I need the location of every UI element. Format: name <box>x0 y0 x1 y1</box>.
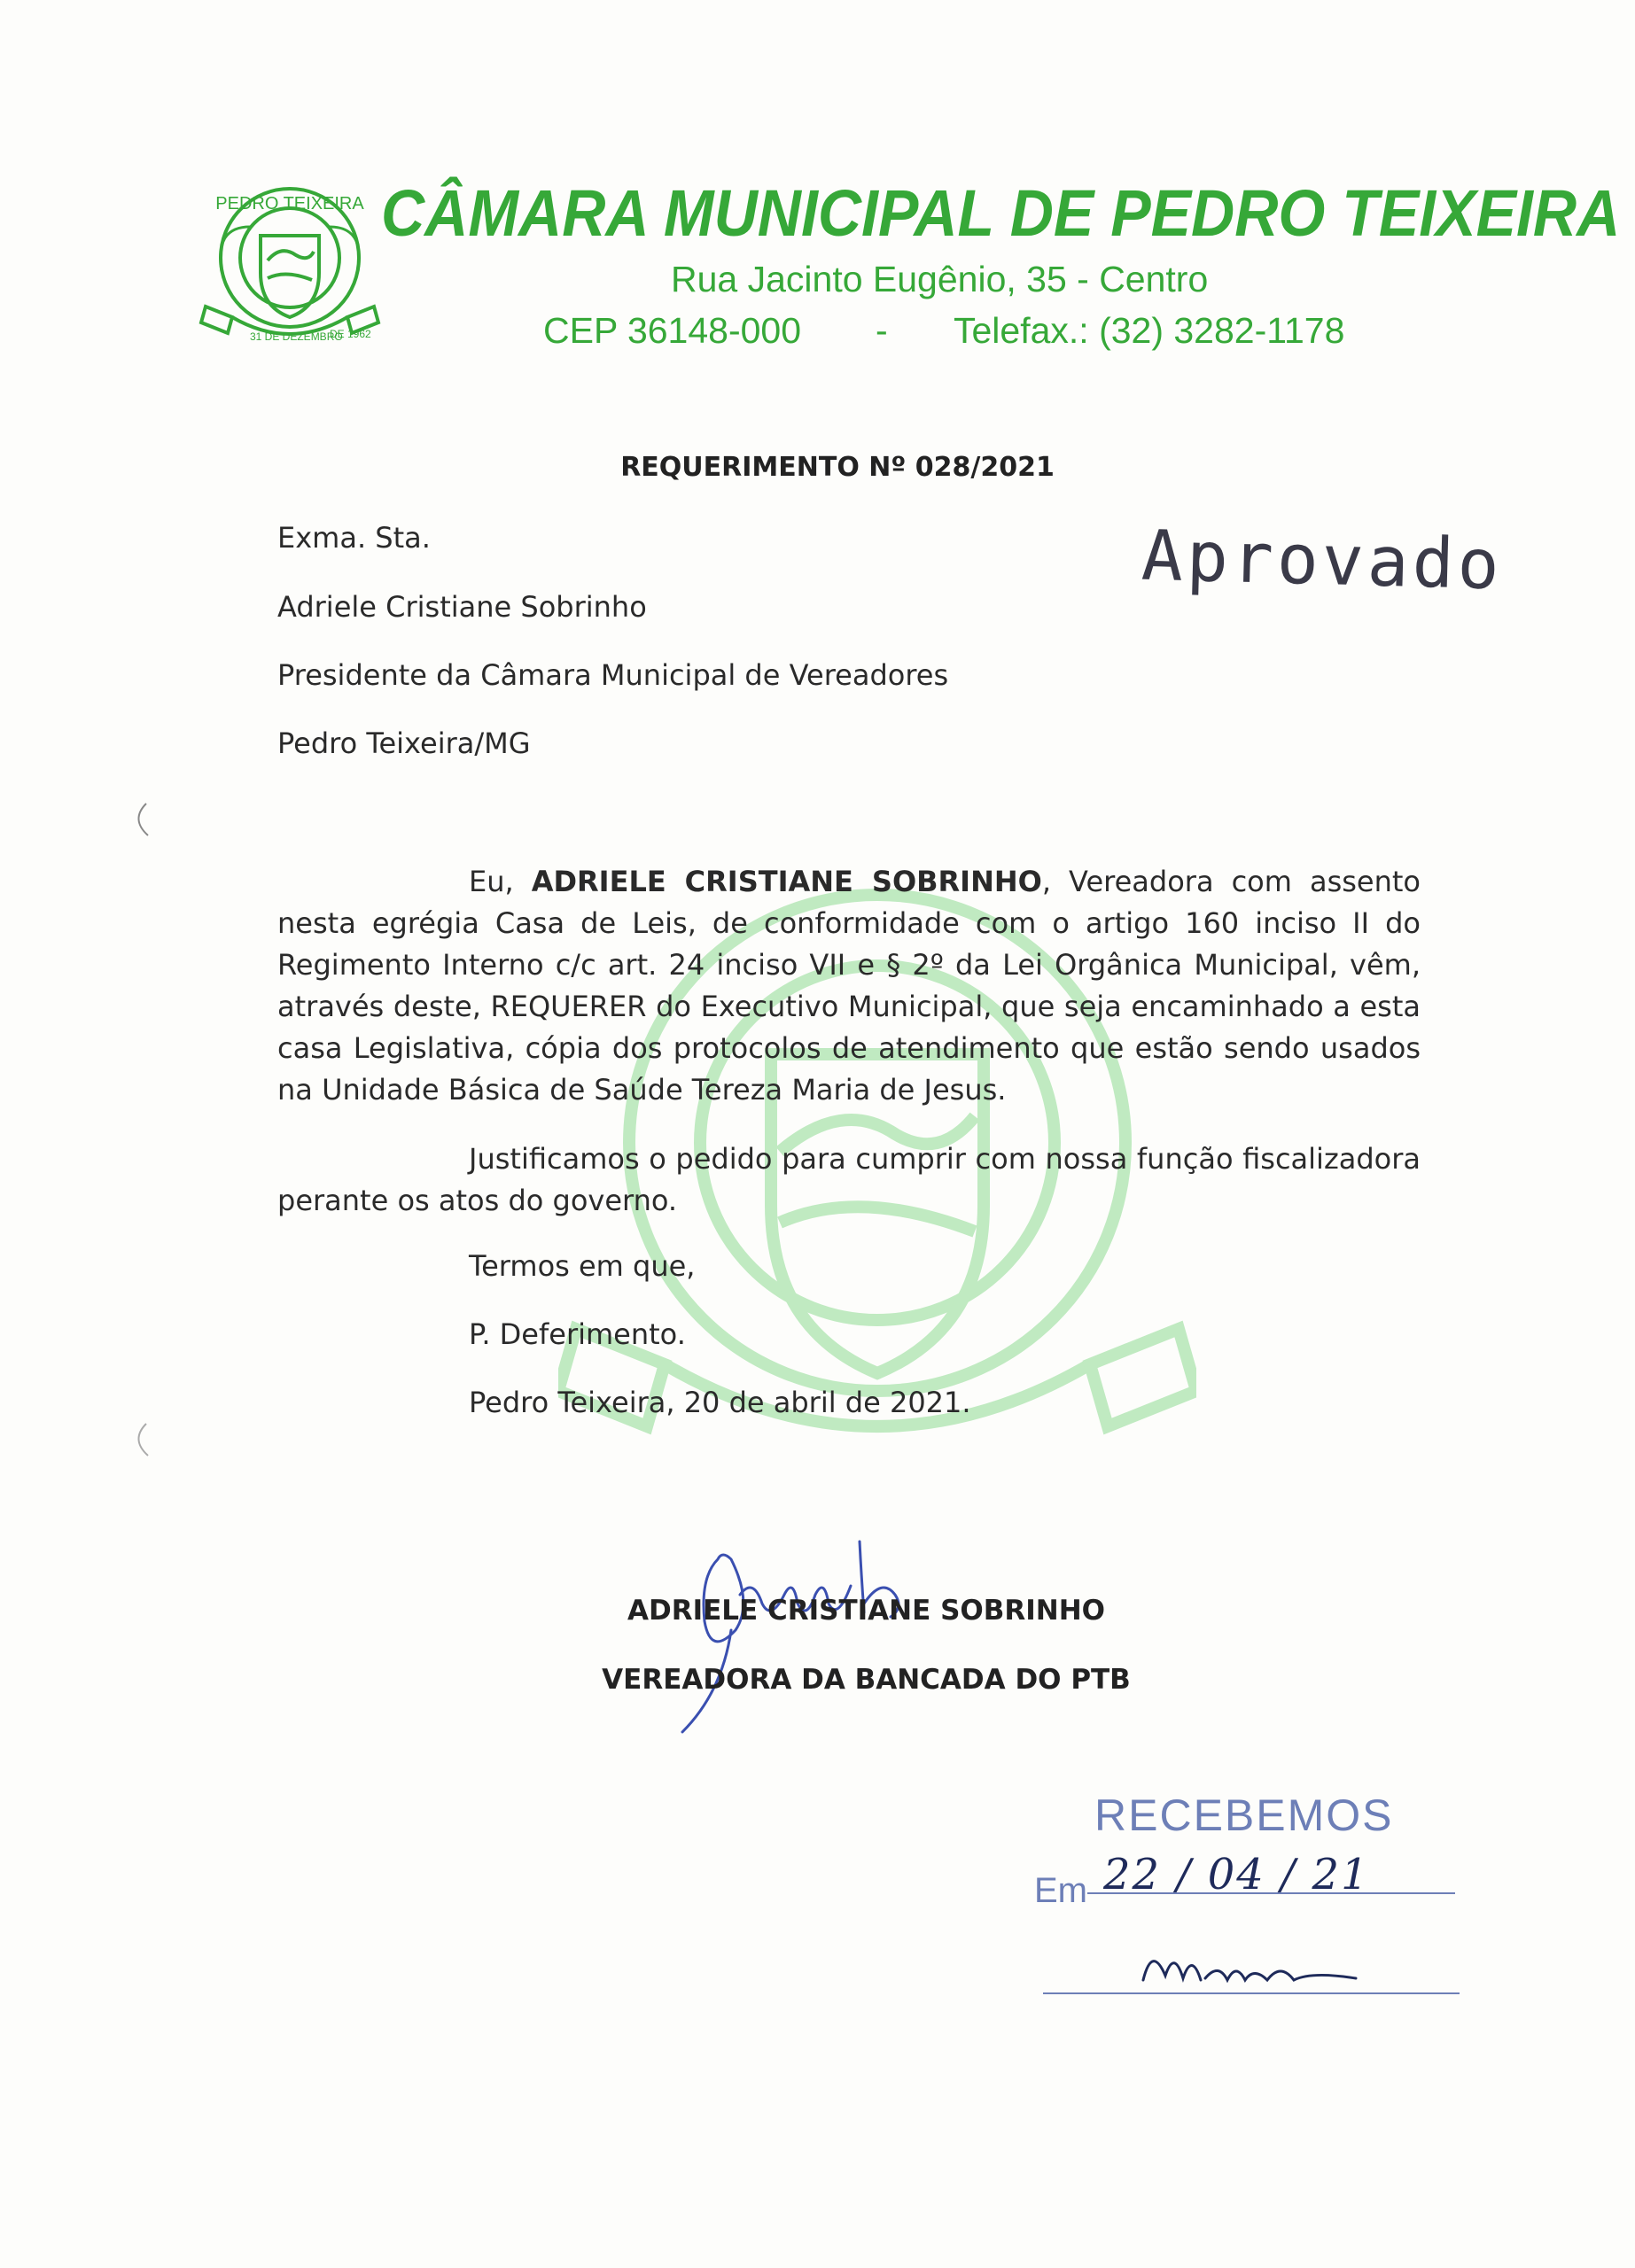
request-lead: Eu, <box>469 865 532 898</box>
approval-stamp: Aprovado <box>1140 516 1504 606</box>
request-paragraph <box>277 861 1421 1111</box>
header-separator: - <box>876 310 888 351</box>
recipient-city: Pedro Teixeira/MG <box>277 726 531 760</box>
svg-text:PEDRO TEIXEIRA: PEDRO TEIXEIRA <box>215 194 364 214</box>
stamp-signature-rule <box>1043 1992 1460 1994</box>
request-text: , Vereadora com assento nesta egrégia Casa de Leis, de conformidade com o artigo 160 inciso II do Regimento Interno c/c art. 24 inciso VII e § 2º da Lei Orgânica Municipal, vêm, através deste, REQUERER do Executivo Municipal, que seja encaminhado a esta casa Legislativa, cópia dos protocolos de atendimento que estão sendo usados na Unidade Básica de Saúde Tereza Maria de Jesus. <box>277 865 1421 1107</box>
received-stamp-em-label: Em <box>1034 1871 1087 1910</box>
handwritten-signature <box>638 1524 930 1745</box>
justification-paragraph: Justificamos o pedido para cumprir com nossa função fiscalizadora perante os atos do governo. <box>277 1142 1421 1217</box>
punch-hole-mark <box>128 802 153 837</box>
institution-address: Rua Jacinto Eugênio, 35 - Centro <box>671 259 1209 299</box>
recipient-salutation: Exma. Sta. <box>277 521 431 555</box>
svg-text:DE 1962: DE 1962 <box>330 328 371 340</box>
requester-name: ADRIELE CRISTIANE SOBRINHO <box>531 865 1042 898</box>
received-date: 22 / 04 / 21 <box>1103 1850 1370 1899</box>
recipient-position: Presidente da Câmara Municipal de Vereadores <box>277 658 949 692</box>
signatory-role: VEREADORA DA BANCADA DO PTB <box>602 1664 1131 1696</box>
received-stamp-title: RECEBEMOS <box>1094 1790 1394 1840</box>
svg-text:31 DE DEZEMBRO: 31 DE DEZEMBRO <box>250 330 343 343</box>
recipient-name: Adriele Cristiane Sobrinho <box>277 590 647 624</box>
document-title: REQUERIMENTO Nº 028/2021 <box>620 452 1055 483</box>
receiver-initials <box>1134 1936 1365 1998</box>
institution-title: CÂMARA MUNICIPAL DE PEDRO TEIXEIRA <box>381 176 1621 250</box>
signatory-name: ADRIELE CRISTIANE SOBRINHO <box>627 1595 1106 1627</box>
institution-phone: Telefax.: (32) 3282-1178 <box>954 310 1345 351</box>
institution-cep: CEP 36148-000 <box>543 310 802 351</box>
closing-line: Termos em que, <box>469 1249 696 1283</box>
punch-hole-mark <box>128 1422 153 1457</box>
place-and-date: Pedro Teixeira, 20 de abril de 2021. <box>469 1386 971 1419</box>
closing-deferment: P. Deferimento. <box>469 1317 686 1351</box>
stamp-date-rule <box>1087 1892 1455 1894</box>
municipal-seal-icon <box>197 174 383 360</box>
